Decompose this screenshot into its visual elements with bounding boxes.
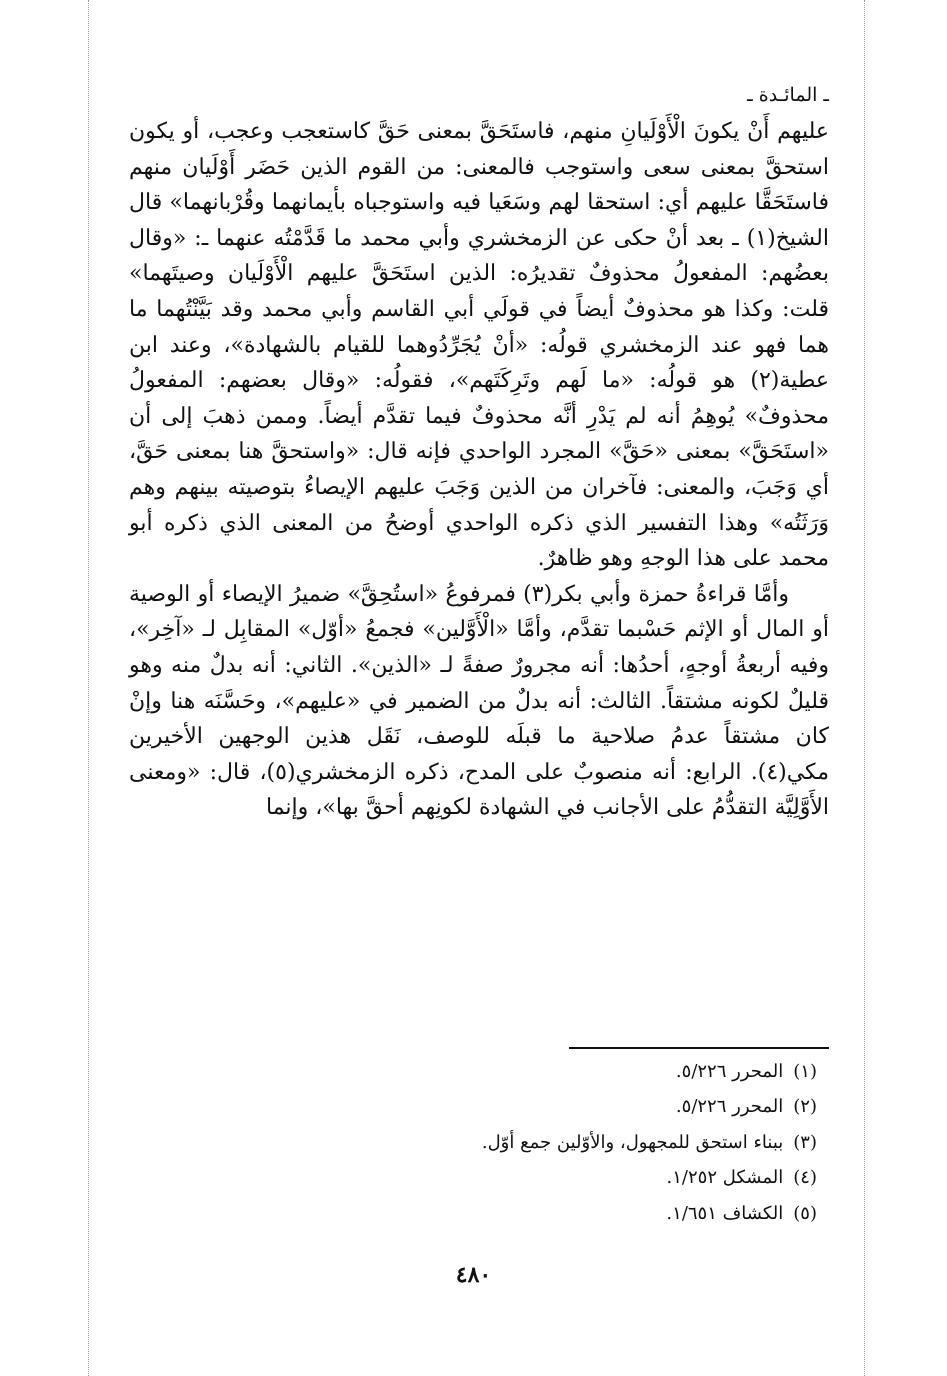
footnotes: [127, 1054, 817, 1231]
main-text: [129, 114, 829, 826]
scan-guide-right: [864, 0, 865, 1376]
footnote-text: المحرر ٥/٢٢٦.: [675, 1096, 784, 1118]
footnote-number: (٥): [793, 1202, 817, 1224]
footnote-5: [127, 1196, 817, 1231]
running-head: ـ المائـدة ـ: [747, 84, 829, 106]
paragraph-2: وأمَّا قراءةُ حمزة وأبي بكر(٣) فمرفوعُ «استُحِقَّ» ضميرُ الإيصاء أو الوصية أو المال أو الإثم حَسْبما تقدَّم، وأمَّا «الْأَوَّلين» فجمعُ «أوّل» المقابِل لـ «آخِر»، وفيه أربعةُ أوجهٍ، أحدُها: أنه مجرورٌ صفةً لـ «الذين». الثاني: أنه بدلٌ منه وهو قليلٌ لكونه مشتقاً. الثالث: أنه بدلٌ من الضمير في «عليهم»، وحَسَّنَه هنا وإنْ كان مشتقاً عدمُ صلاحية ما قبلَه للوصف، نَقَل هذين الوجهين الأخيرين مكي(٤). الرابع: أنه منصوبٌ على المدح، ذكره الزمخشري(٥)، قال: «ومعنى الأَوَّلِيَّة التقدُّمُ على الأجانب في الشهادة لكونِهم أحقَّ بها»، وإنما: [129, 581, 829, 821]
paragraph-1: عليهم أَنْ يكونَ الْأَوْلَيانِ منهم، فاستَحَقَّ بمعنى حَقَّ كاستعجب وعجب، أو يكون استحقَّ بمعنى سعى واستوجب فالمعنى: من القوم الذين حَضَر أَوْلَيان منهم فاستَحَقَّا عليهم أي: استحقا لهم وسَعَيا فيه واستوجباه بأيمانهما وقُرْبانهما» قال الشيخ(١) ـ بعد أنْ حكى عن الزمخشري وأبي محمد ما قَدَّمْتُه عنهما ـ: «وقال بعضُهم: المفعولُ محذوفٌ تقديرُه: الذين استَحَقَّ عليهم الْأَوْلَيان وصيتَهما» قلت: وكذا هو محذوفٌ أيضاً في قولَي أبي القاسم وأبي محمد وقد بَيَّنْتُهما ما هما فهو عند الزمخشري قولُه: «أنْ يُجَرِّدُوهما للقيام بالشهادة»، وعند ابن عطية(٢) هو قولُه: «ما لَهم وتَرِكَتَهم»، فقولُه: «وقال بعضهم: المفعولُ محذوفٌ» يُوهِمُ أنه لم يَدْرِ أنَّه محذوفٌ فيما تقدَّم أيضاً. وممن ذهبَ إلى أن «استَحَقَّ» بمعنى «حَقَّ» المجرد الواحدي فإنه قال: «واستحقَّ هنا بمعنى حَقَّ، أي وَجَبَ، والمعنى: فآخران من الذين وَجَبَ عليهم الإيصاءُ بتوصيته بينهم وهم وَرَثَتُه» وهذا التفسير الذي ذكره الواحدي أوضحُ من المعنى الذي ذكره أبو محمد على هذا الوجهِ وهو ظاهرٌ.: [129, 119, 829, 572]
footnote-number: (٢): [793, 1096, 817, 1118]
footnote-number: (٤): [793, 1167, 817, 1189]
footnote-text: ببناء استحق للمجهول، والأوّلين جمع أوّل.: [481, 1131, 784, 1153]
footnote-4: [127, 1160, 817, 1195]
footnote-3: [127, 1125, 817, 1160]
footnote-text: المشكل ١/٢٥٢.: [666, 1167, 784, 1189]
footnote-number: (١): [793, 1061, 817, 1082]
scan-guide-left: [88, 0, 89, 1376]
footnote-2: [127, 1089, 817, 1124]
footnote-text: المحرر ٥/٢٢٦.: [675, 1061, 784, 1082]
footnote-1: [127, 1054, 817, 1089]
footnote-text: الكشاف ١/٦٥١.: [666, 1202, 784, 1224]
footnote-number: (٣): [793, 1131, 817, 1153]
footnote-separator: [569, 1047, 829, 1049]
page-number: ٤٨٠: [455, 1262, 492, 1288]
